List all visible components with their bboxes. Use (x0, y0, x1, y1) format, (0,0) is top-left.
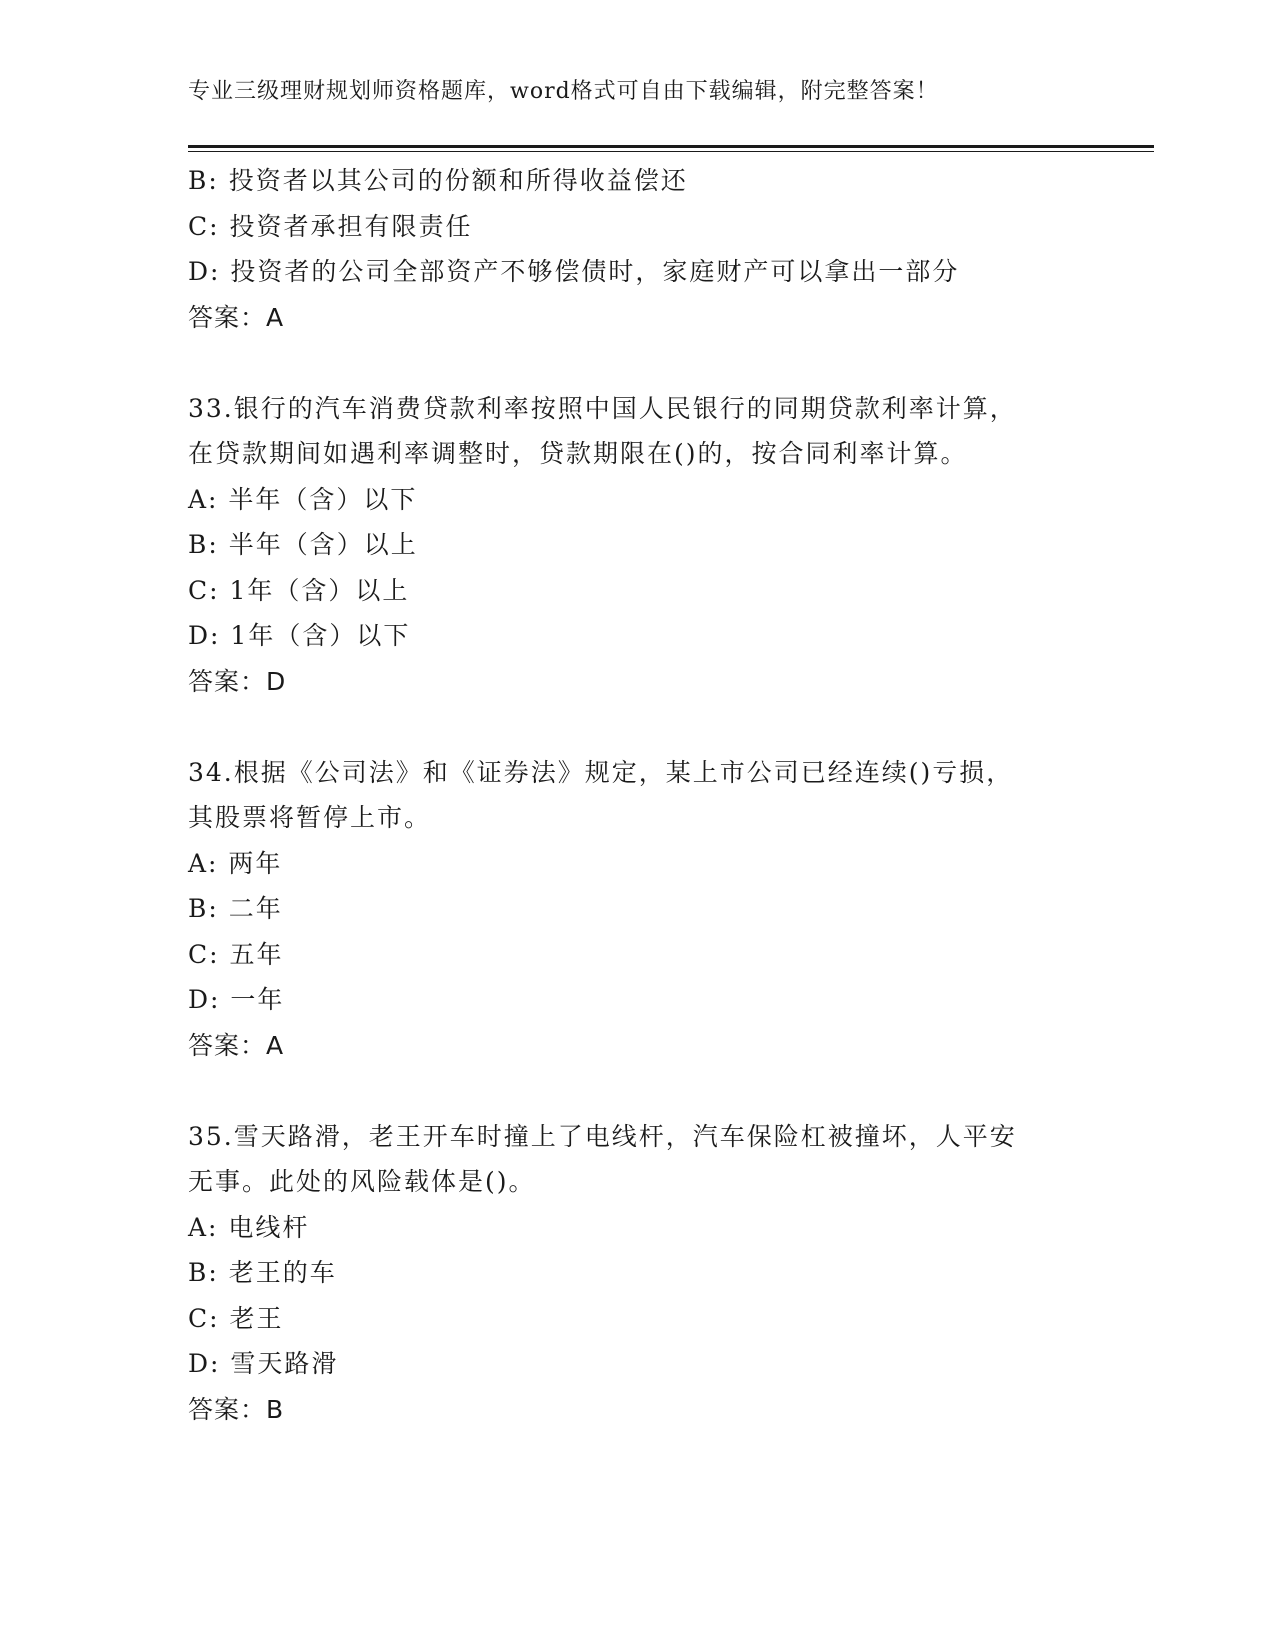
question-stem-line: 其股票将暂停上市。 (188, 803, 432, 832)
question-block-33 (188, 386, 1088, 705)
answer-line: 答案：A (188, 302, 285, 332)
spacer (188, 1068, 1088, 1114)
option-b: B: 半年（含）以上 (188, 530, 418, 559)
header-divider-thin (188, 151, 1154, 152)
option-c: C: 五年 (188, 939, 284, 969)
question-list (188, 158, 1088, 1432)
option-d: D: 雪天路滑 (188, 1349, 339, 1378)
question-stem-line: 34.根据《公司法》和《证券法》规定，某上市公司已经连续()亏损， (188, 757, 1014, 787)
answer-line: 答案：A (188, 1030, 285, 1060)
answer-line: 答案：B (188, 1394, 285, 1424)
spacer (188, 704, 1088, 750)
option-c: C: 投资者承担有限责任 (188, 211, 473, 241)
question-stem-line: 在贷款期间如遇利率调整时，贷款期限在()的，按合同利率计算。 (188, 439, 968, 468)
option-a: A: 两年 (188, 848, 283, 878)
option-c: C: 1年（含）以上 (188, 575, 410, 605)
answer-line: 答案：D (188, 666, 287, 696)
question-block-35 (188, 1114, 1088, 1433)
option-d: D: 投资者的公司全部资产不够偿债时，家庭财产可以拿出一部分 (188, 257, 960, 286)
option-b: B: 投资者以其公司的份额和所得收益偿还 (188, 166, 688, 195)
option-d: D: 1年（含）以下 (188, 621, 411, 650)
page-header: 专业三级理财规划师资格题库，word格式可自由下载编辑，附完整答案！ (188, 79, 939, 104)
option-a: A: 半年（含）以下 (188, 484, 418, 514)
option-d: D: 一年 (188, 985, 285, 1014)
question-block-34 (188, 750, 1088, 1069)
option-a: A: 电线杆 (188, 1212, 310, 1242)
question-stem-line: 33.银行的汽车消费贷款利率按照中国人民银行的同期贷款利率计算， (188, 393, 1017, 423)
option-b: B: 二年 (188, 894, 283, 923)
spacer (188, 340, 1088, 386)
option-b: B: 老王的车 (188, 1258, 337, 1287)
question-block-32 (188, 158, 1088, 340)
option-c: C: 老王 (188, 1303, 284, 1333)
question-stem-line: 35.雪天路滑，老王开车时撞上了电线杆，汽车保险杠被撞坏，人平安 (188, 1121, 1017, 1151)
header-divider (188, 145, 1154, 148)
question-stem-line: 无事。此处的风险载体是()。 (188, 1167, 536, 1196)
